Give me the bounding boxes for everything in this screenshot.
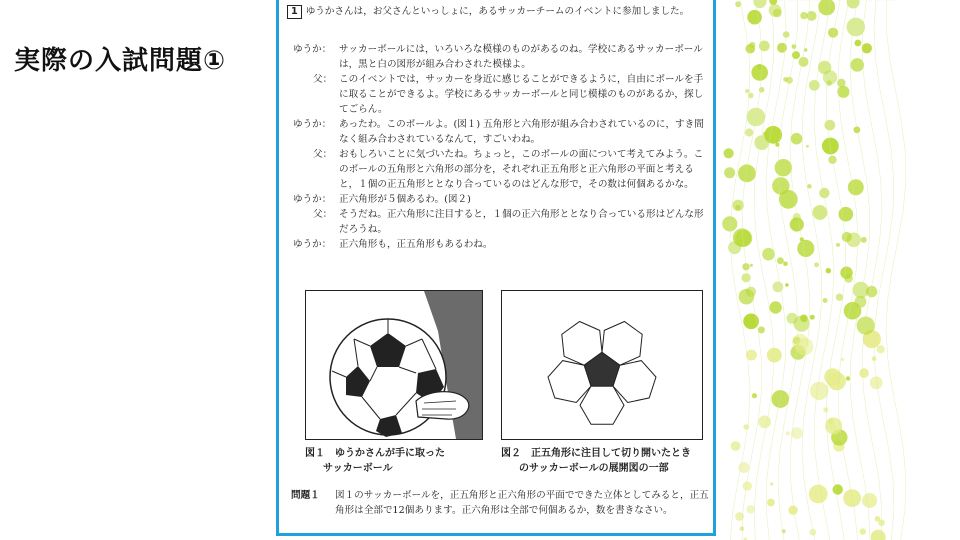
bubble — [823, 70, 837, 84]
bubble-trail — [874, 0, 894, 540]
bubble — [745, 128, 753, 136]
question-intro — [287, 4, 707, 19]
bubble — [786, 77, 793, 84]
dialog-text: あったわ。このボールよ。(図１) 五角形と六角形が組み合わされているのに，すき間なく組み合わされているなんて，すごいわね。 — [339, 119, 704, 145]
intro-text: ゆうかさんは，お父さんといっしょに，あるサッカーチームのイベントに参加しました。 — [305, 6, 690, 17]
bubble — [722, 216, 737, 231]
bubble — [860, 528, 866, 534]
bubble-trail — [742, 0, 762, 540]
bubble — [872, 356, 877, 361]
bubble — [829, 423, 836, 430]
dialog-line — [293, 42, 707, 72]
bubble — [850, 58, 864, 72]
bubble — [757, 64, 763, 70]
bubble — [777, 43, 787, 53]
bubble — [792, 44, 797, 49]
bubble — [767, 348, 782, 363]
bubble — [775, 143, 779, 147]
bubble-trail — [862, 0, 882, 540]
bubble — [750, 264, 753, 267]
bubble — [826, 268, 831, 273]
bubble — [735, 205, 740, 210]
exam-page — [276, 0, 716, 536]
bubble — [793, 213, 801, 221]
bubble — [799, 57, 809, 67]
hexagon-face — [580, 386, 624, 424]
bubble-trail — [790, 0, 810, 540]
bubble — [767, 499, 775, 507]
bubble — [746, 350, 757, 361]
bubble — [848, 179, 864, 195]
figure-1-soccer-ball — [305, 290, 483, 440]
bubble — [800, 315, 808, 323]
bubble — [871, 530, 886, 540]
bubble — [793, 337, 801, 345]
bubble — [769, 301, 781, 313]
bubble — [752, 393, 757, 398]
bubble — [785, 283, 788, 286]
bubble-trail — [838, 0, 858, 540]
bubble-trail — [766, 0, 786, 540]
bubble — [822, 138, 839, 155]
bubble-trail — [730, 0, 750, 540]
bubble-trail — [826, 0, 846, 540]
bubble — [724, 148, 734, 158]
speaker: 父： — [313, 209, 333, 220]
bubble — [792, 51, 800, 59]
bubble — [791, 133, 803, 145]
bubble — [844, 274, 853, 283]
bubble — [877, 345, 885, 353]
bubble — [749, 42, 755, 48]
bubble — [783, 262, 788, 267]
bubble — [862, 43, 872, 53]
bubble — [746, 44, 756, 54]
speaker: 父： — [313, 74, 333, 85]
bubble — [728, 241, 741, 254]
bubble — [828, 156, 836, 164]
bubble — [878, 520, 885, 527]
bubble — [819, 188, 829, 198]
bubble — [779, 190, 798, 209]
bubble — [783, 77, 788, 82]
bubble — [846, 233, 861, 248]
bubble — [777, 257, 784, 264]
bubble — [855, 40, 862, 47]
bubble — [870, 376, 883, 389]
bubble — [831, 429, 847, 445]
pentagon-hexagon-net — [502, 291, 702, 439]
bubble — [763, 132, 767, 136]
speaker: 父： — [313, 149, 333, 160]
bubble — [738, 164, 756, 182]
bubble — [810, 315, 815, 320]
dialog-text: おもしろいことに気づいたね。ちょっと，このボールの面について考えてみよう。このボールの五角形と六角形の部分を，それぞれ正五角形と正六角形の平面と考えると，１個の正五角形ととなり合っているのはどんな形で，その数は何個あるかな。 — [339, 149, 704, 190]
dialog-line — [293, 72, 707, 117]
bubble — [825, 417, 842, 434]
soccer-ball-illustration — [306, 291, 482, 439]
bubble — [775, 159, 792, 176]
bubble — [769, 0, 777, 5]
bubble — [824, 368, 841, 385]
bubble — [794, 316, 810, 332]
bubble — [841, 358, 844, 361]
bubble — [836, 243, 840, 247]
bubble — [791, 427, 803, 439]
bubble — [840, 267, 852, 279]
bubble — [748, 93, 754, 99]
bubble — [773, 9, 782, 18]
speaker: ゆうか： — [293, 194, 332, 205]
bubble — [837, 79, 846, 88]
bubble — [751, 64, 768, 81]
bubble — [800, 237, 804, 241]
bubble — [772, 282, 783, 293]
bubble — [847, 18, 866, 37]
bubble — [809, 529, 816, 536]
bubble — [846, 376, 850, 380]
bubble — [833, 484, 843, 494]
bubble — [807, 184, 811, 188]
problem-text: 図１のサッカーボールを，正五角形と正六角形の平面でできた立体としてみると，正五角形は全部で12個あります。正六角形は全部で何個あるか，数を書きなさい。 — [335, 490, 709, 516]
bubble — [806, 145, 809, 148]
bubble — [875, 516, 881, 522]
bubble — [828, 418, 834, 424]
bubble-trail — [886, 0, 906, 540]
bubble — [746, 287, 756, 297]
bubble — [844, 302, 862, 320]
bubble — [792, 334, 808, 350]
bubble — [814, 262, 819, 267]
bubble — [739, 289, 755, 305]
bubble — [735, 1, 741, 7]
bubble — [813, 205, 828, 220]
dialog-line — [293, 147, 707, 192]
bubble — [770, 482, 773, 485]
bubble — [790, 217, 804, 231]
bubble — [800, 12, 807, 19]
bubble-trail — [814, 0, 834, 540]
bubble — [762, 248, 775, 261]
bubble — [746, 505, 755, 514]
bubble — [853, 282, 869, 298]
bubble — [743, 424, 749, 430]
bubble — [758, 326, 765, 333]
bubble — [824, 120, 835, 131]
bubble — [836, 294, 843, 301]
bubble — [742, 263, 749, 270]
bubble — [732, 200, 743, 211]
bubble — [759, 87, 765, 93]
bubble — [837, 86, 849, 98]
bubble — [859, 368, 869, 378]
bubble — [764, 126, 782, 144]
bubble-trail — [802, 0, 822, 540]
bubble — [818, 61, 831, 74]
bubble — [769, 4, 782, 17]
bubble — [855, 296, 867, 308]
bubble — [759, 41, 770, 52]
bubble — [733, 228, 752, 247]
bubble — [772, 177, 789, 194]
bubble — [862, 493, 877, 508]
problem-1 — [291, 488, 709, 518]
figure-1-caption: 図１ ゆうかさんが手に取った サッカーボール — [305, 448, 445, 474]
speaker: ゆうか： — [293, 119, 332, 130]
bubble — [754, 135, 769, 150]
bubble — [786, 431, 790, 435]
dialog-line — [293, 192, 707, 207]
dialog — [293, 42, 707, 252]
bubble — [738, 462, 749, 473]
bubble — [833, 440, 844, 451]
bubble — [735, 512, 744, 521]
bubble — [743, 314, 759, 330]
bubble — [809, 485, 828, 504]
bubble-trail — [778, 0, 798, 540]
bubble — [810, 382, 828, 400]
bubble — [788, 506, 797, 515]
problem-label: 問題１ — [291, 490, 320, 501]
dialog-line — [293, 117, 707, 147]
bubble — [826, 80, 832, 86]
bubble — [866, 286, 877, 297]
bubble — [771, 390, 789, 408]
bubble — [863, 330, 881, 348]
bubble — [809, 80, 820, 91]
figure-2-net-diagram — [501, 290, 703, 440]
bubble-trail — [850, 0, 870, 540]
bubble — [758, 416, 771, 429]
bubble — [740, 526, 745, 531]
bubble — [797, 240, 814, 257]
bubble — [854, 126, 861, 133]
bubble — [839, 207, 854, 222]
bubble — [753, 0, 766, 8]
bubble — [823, 298, 828, 303]
bubble — [847, 0, 860, 9]
dialog-text: このイベントでは，サッカーを身近に感じることができるように，自由にボールを手に取ることができるよ。学校にあるサッカーボールと同じ模様のものがあるか，探してごらん。 — [339, 74, 704, 115]
dialog-text: そうだね。正六角形に注目すると，１個の正六角形ととなり合っている形はどんな形だろうね。 — [339, 209, 704, 235]
bubble — [818, 0, 835, 15]
bubble — [861, 237, 867, 243]
bubble — [747, 10, 762, 25]
bubble — [791, 345, 806, 360]
figures — [305, 290, 705, 440]
bubble — [742, 273, 751, 282]
bubble — [843, 489, 861, 507]
bubble — [782, 529, 786, 533]
bubble — [857, 317, 875, 335]
bubble — [828, 372, 846, 390]
dialog-text: 正六角形が５個あるわ。(図２) — [339, 194, 471, 205]
speaker: ゆうか： — [293, 239, 332, 250]
question-number: 1 — [287, 5, 302, 19]
bubble — [807, 11, 817, 21]
bubble — [783, 31, 790, 38]
bubble — [731, 441, 741, 451]
bubble — [823, 407, 828, 412]
dialog-line — [293, 237, 707, 252]
dialog-text: 正六角形も，正五角形もあるわね。 — [339, 239, 493, 250]
bubble — [745, 89, 749, 93]
dialog-text: サッカーボールには，いろいろな模様のものがあるのね。学校にあるサッカーボールは，黒と白の図形が組み合わされた模様よ。 — [339, 44, 703, 70]
bubble — [796, 338, 814, 356]
bubble — [786, 313, 797, 324]
bubble — [724, 167, 735, 178]
speaker: ゆうか： — [293, 44, 332, 55]
dialog-line — [293, 207, 707, 237]
slide-title: 実際の入試問題① — [14, 46, 227, 76]
bubble-trail — [754, 0, 774, 540]
bubble — [743, 481, 752, 490]
bubble — [842, 232, 852, 242]
bubble — [828, 28, 838, 38]
bubble — [747, 108, 766, 127]
figure-2-caption: 図２ 正五角形に注目して切り開いたとき のサッカーボールの展開図の一部 — [501, 448, 691, 474]
bubble — [804, 48, 807, 51]
bubble — [735, 230, 752, 247]
